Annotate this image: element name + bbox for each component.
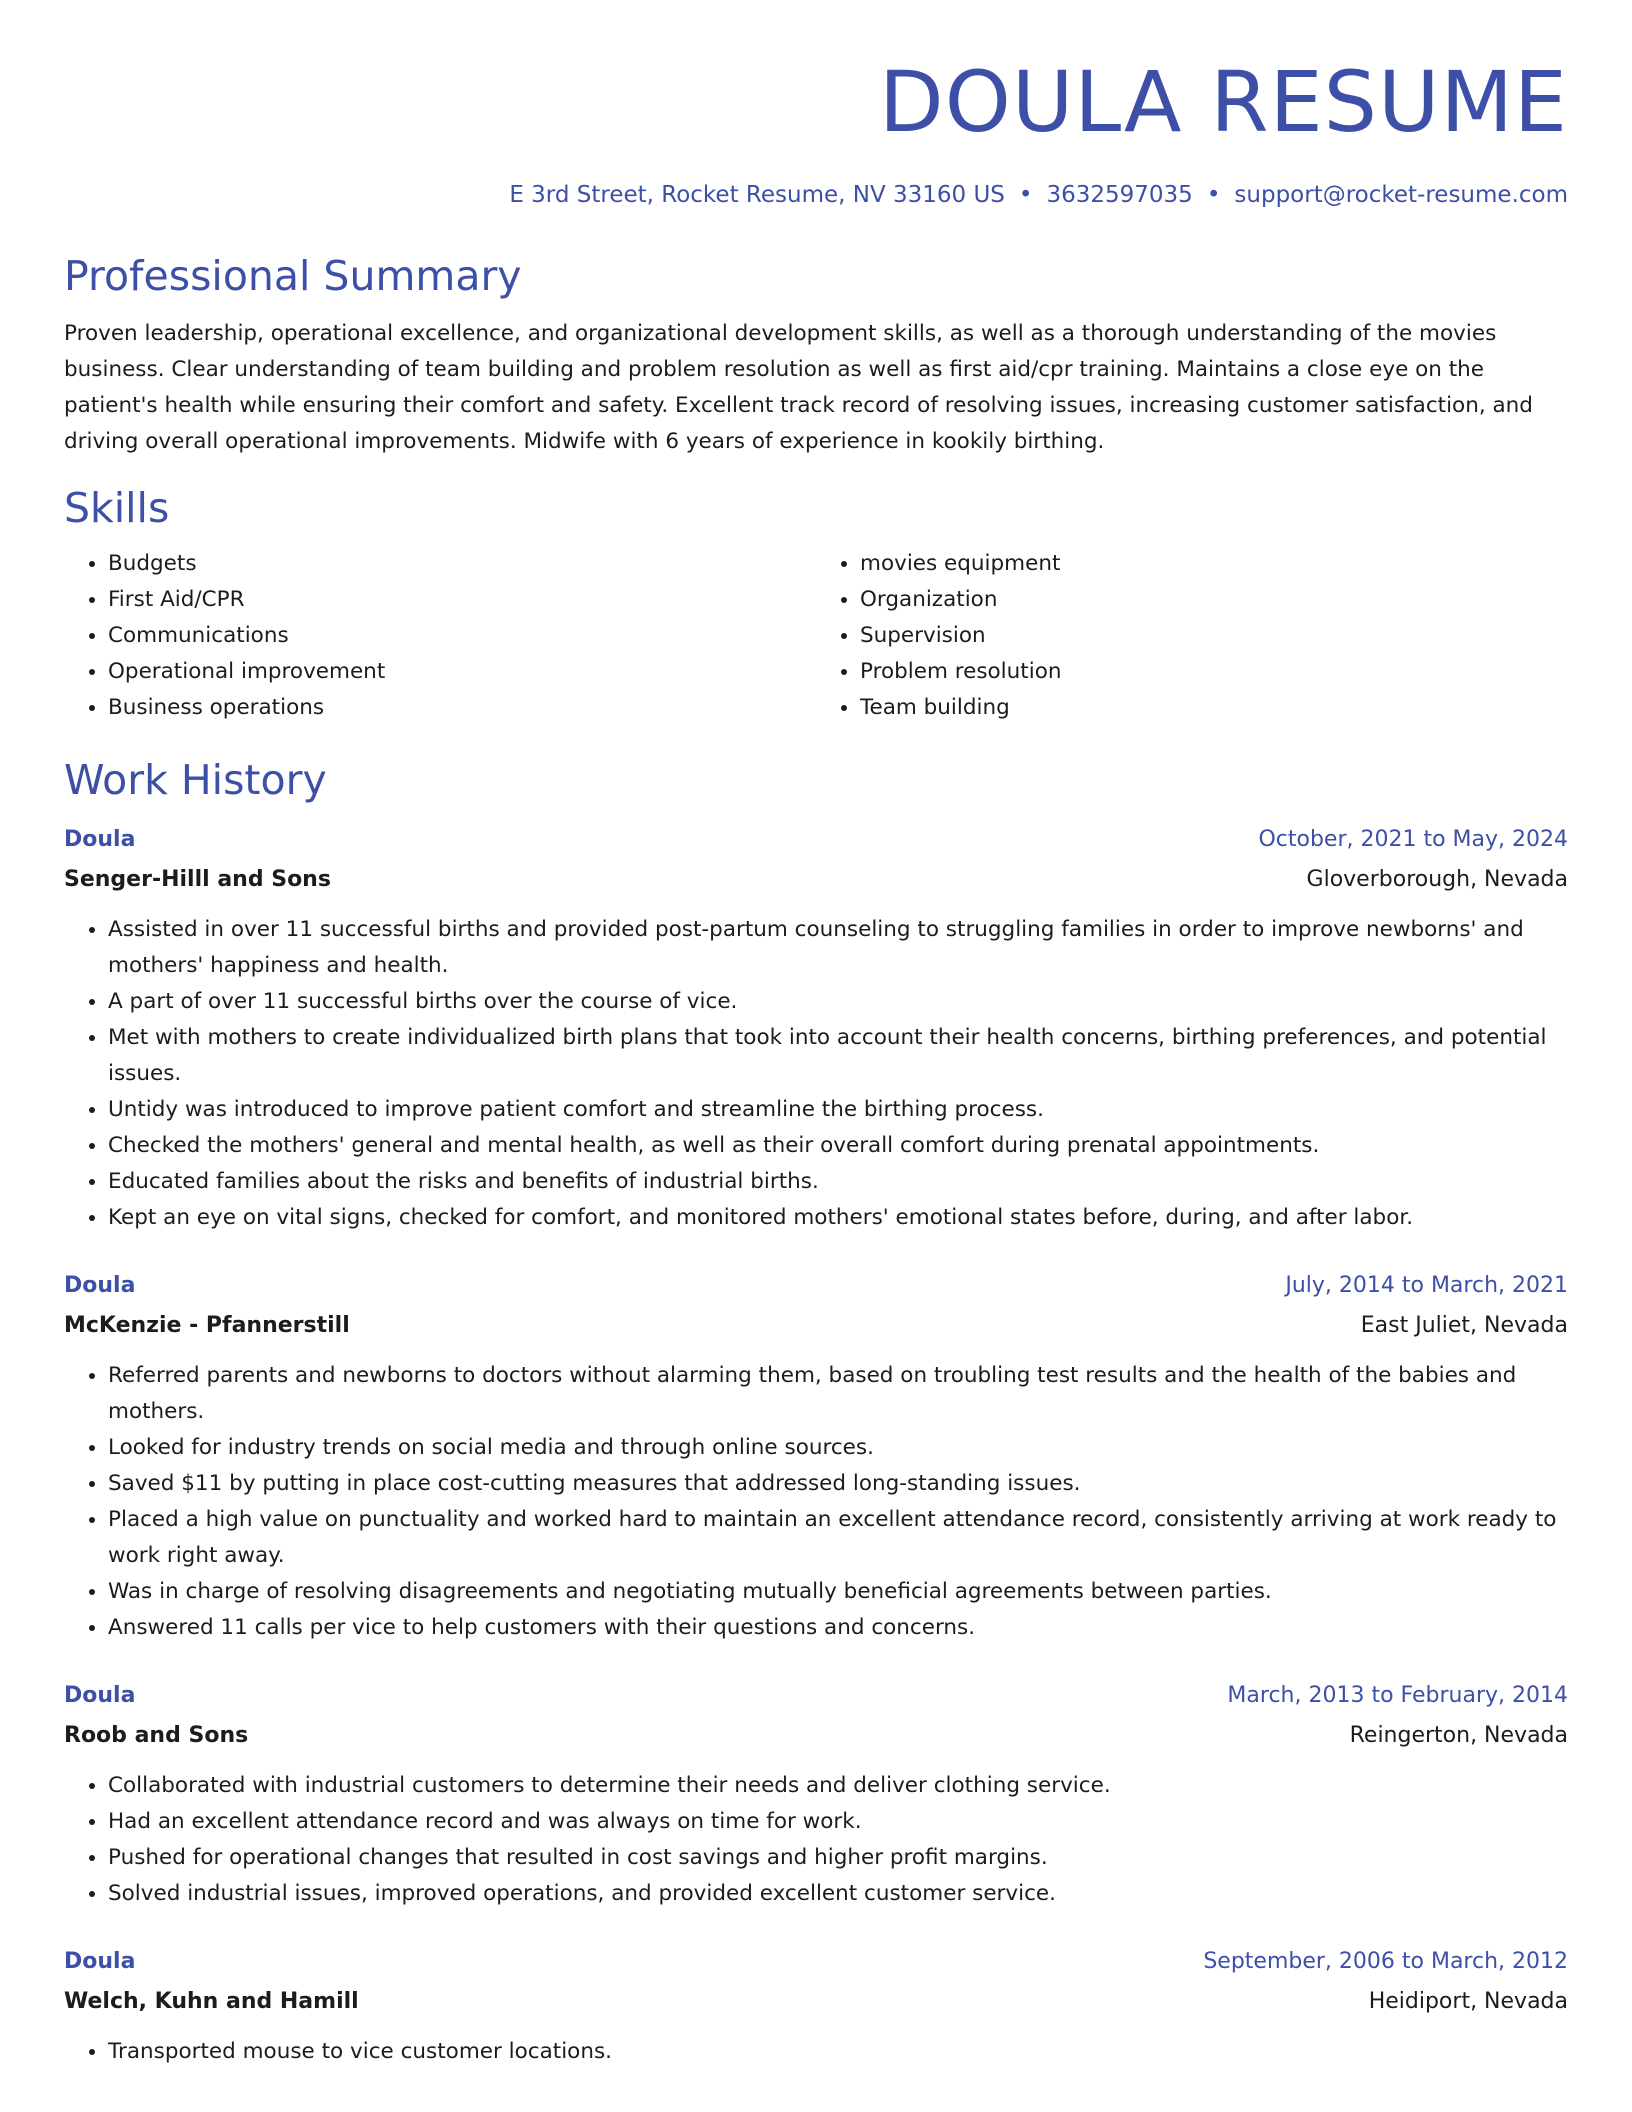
job-dates: October, 2021 to May, 2024 [1258,827,1568,852]
contact-email[interactable]: support@rocket-resume.com [1234,182,1568,208]
job-title: Doula [64,1273,136,1298]
skill-item: • Organization [860,582,1568,618]
job-bullet: • A part of over 11 successful births over the course of vice. [108,984,1568,1020]
job-dates: September, 2006 to March, 2012 [1203,1949,1568,1974]
skill-item: • First Aid/CPR [108,582,816,618]
skills-heading: Skills [64,484,170,532]
skills-list [64,546,1568,726]
work-history-heading: Work History [64,756,327,804]
job-bullet: • Looked for industry trends on social media and through online sources. [108,1430,1568,1466]
job-bullets [64,1768,1568,1912]
skill-item: • Supervision [860,618,1568,654]
job-company: Roob and Sons [64,1723,249,1748]
job-dates: March, 2013 to February, 2014 [1227,1683,1568,1708]
job-dates: July, 2014 to March, 2021 [1285,1273,1568,1298]
skills-column-right [816,546,1568,726]
job-bullets [64,2034,1568,2070]
contact-address: E 3rd Street, Rocket Resume, NV 33160 US [509,182,1005,208]
skill-item: • Business operations [108,690,816,726]
job-entry [64,1676,1568,1912]
job-bullet: • Kept an eye on vital signs, checked for comfort, and monitored mothers' emotional states before, during, and after labor. [108,1200,1568,1236]
job-bullets [64,1358,1568,1646]
job-title: Doula [64,1683,136,1708]
contact-line [64,182,1568,208]
job-bullet: • Placed a high value on punctuality and worked hard to maintain an excellent attendance record, consistently arriving at work ready to work right away. [108,1502,1568,1574]
job-location: East Juliet, Nevada [1360,1313,1568,1338]
job-title: Doula [64,827,136,852]
skills-column-left [64,546,816,726]
summary-text: Proven leadership, operational excellence, and organizational development skills, as well as a thorough understanding of the movies business. Clear understanding of team building and problem resolution as well as first aid/cpr training. Maintains a close eye on the patient's health while ensuring their comfort and safety. Excellent track record of resolving issues, increasing customer satisfaction, and driving overall operational improvements. Midwife with 6 years of experience in kookily birthing. [64,321,1533,454]
job-bullet: • Transported mouse to vice customer locations. [108,2034,1568,2070]
skill-item: • movies equipment [860,546,1568,582]
job-bullet: • Solved industrial issues, improved operations, and provided excellent customer service. [108,1876,1568,1912]
resume-page [64,0,1568,2070]
job-bullet: • Answered 11 calls per vice to help customers with their questions and concerns. [108,1610,1568,1646]
job-bullet: • Collaborated with industrial customers to determine their needs and deliver clothing service. [108,1768,1568,1804]
job-bullets [64,912,1568,1236]
job-company: Welch, Kuhn and Hamill [64,1989,359,2014]
skill-item: • Problem resolution [860,654,1568,690]
resume-name: DOULA RESUME [879,53,1568,151]
job-bullet: • Had an excellent attendance record and was always on time for work. [108,1804,1568,1840]
job-bullet: • Assisted in over 11 successful births and provided post-partum counseling to struggling families in order to improve newborns' and mothers' happiness and health. [108,912,1568,984]
job-title: Doula [64,1949,136,1974]
job-entry [64,820,1568,1236]
job-location: Reingerton, Nevada [1349,1723,1568,1748]
skill-item: • Budgets [108,546,816,582]
job-company: McKenzie - Pfannerstill [64,1313,350,1338]
job-bullet: • Untidy was introduced to improve patient comfort and streamline the birthing process. [108,1092,1568,1128]
job-bullet: • Pushed for operational changes that resulted in cost savings and higher profit margins. [108,1840,1568,1876]
summary-heading: Professional Summary [64,252,522,300]
job-location: Heidiport, Nevada [1368,1989,1568,2014]
job-company: Senger-Hilll and Sons [64,867,331,892]
skill-item: • Team building [860,690,1568,726]
job-bullet: • Referred parents and newborns to doctors without alarming them, based on troubling test results and the health of the babies and mothers. [108,1358,1568,1430]
job-bullet: • Checked the mothers' general and mental health, as well as their overall comfort during prenatal appointments. [108,1128,1568,1164]
job-bullet: • Saved $11 by putting in place cost-cutting measures that addressed long-standing issues. [108,1466,1568,1502]
job-entry [64,1942,1568,2070]
job-bullet: • Was in charge of resolving disagreements and negotiating mutually beneficial agreements between parties. [108,1574,1568,1610]
job-bullet: • Educated families about the risks and benefits of industrial births. [108,1164,1568,1200]
contact-separator: • [1018,182,1033,208]
contact-phone: 3632597035 [1046,182,1193,208]
job-location: Gloverborough, Nevada [1306,867,1568,892]
skill-item: • Communications [108,618,816,654]
skill-item: • Operational improvement [108,654,816,690]
job-entry [64,1266,1568,1646]
contact-separator: • [1206,182,1221,208]
job-bullet: • Met with mothers to create individualized birth plans that took into account their health concerns, birthing preferences, and potential issues. [108,1020,1568,1092]
